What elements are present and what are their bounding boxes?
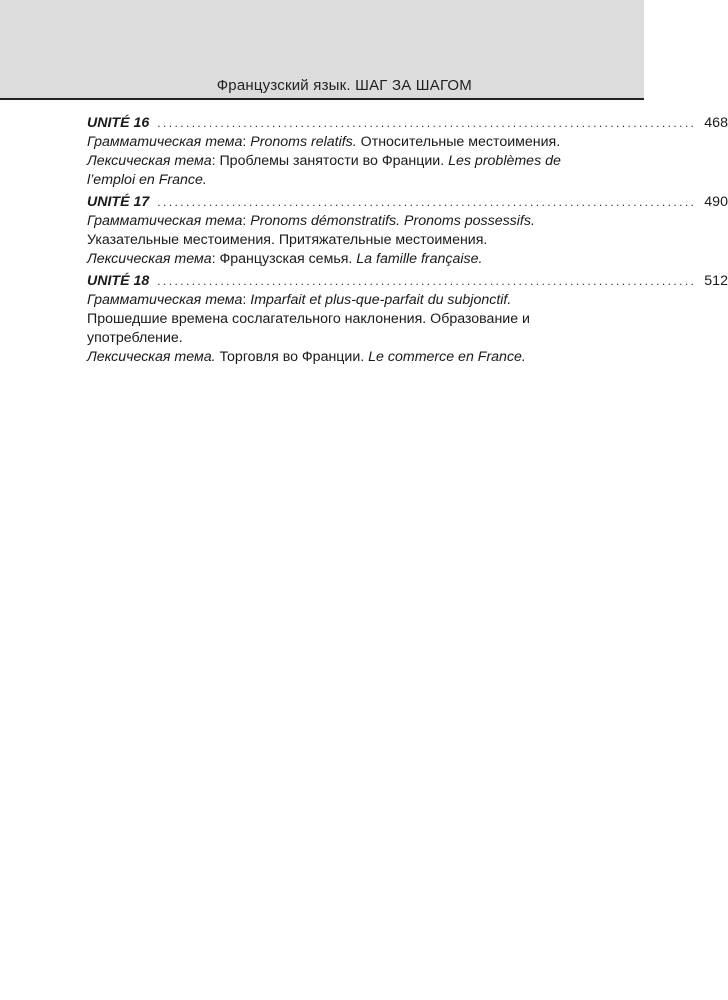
- lexical-label: Лексическая тема: [87, 153, 212, 169]
- grammar-topic-fr: Pronoms relatifs.: [250, 134, 357, 150]
- grammar-topic-ru: Указательные местоимения. Притяжательные местоимения.: [87, 232, 488, 248]
- toc-entry-unite-17[interactable]: [87, 193, 728, 269]
- toc-entry-unite-18[interactable]: [87, 272, 728, 367]
- dot-leader: ..............................................................................................: [157, 274, 697, 288]
- unit-title: UNITÉ 16: [87, 115, 150, 131]
- dot-leader: ..............................................................................................: [157, 116, 697, 130]
- dot-leader: ..............................................................................................: [157, 195, 697, 209]
- grammar-label: Грамматическая тема: [87, 213, 243, 229]
- unit-title: UNITÉ 18: [87, 273, 150, 289]
- grammar-topic-ru: Прошедшие времена сослагательного наклонения. Образование и употребление.: [87, 311, 530, 346]
- grammar-topic-ru: Относительные местоимения.: [360, 134, 561, 150]
- lexical-topic-fr: Les problèmes de l’emploi en France.: [87, 153, 561, 188]
- page-number: 512: [704, 273, 728, 289]
- running-title: Французский язык. ШАГ ЗА ШАГОМ: [216, 77, 472, 94]
- toc-entry-head: [87, 272, 728, 291]
- toc-entry-head: [87, 193, 728, 212]
- page-number: 468: [704, 115, 728, 131]
- lexical-topic-line: Лексическая тема: Проблемы занятости во Франции. Les problèmes de l’emploi en France.: [87, 153, 561, 188]
- lexical-label: Лексическая тема.: [87, 349, 216, 365]
- header-band: [0, 0, 644, 100]
- table-of-contents: [87, 114, 728, 370]
- grammar-topic-line: Грамматическая тема: Pronoms démonstratifs. Pronoms possessifs. Указательные местоимения. Притяжательные местоимения.: [87, 213, 535, 248]
- lexical-topic-line: [87, 348, 578, 367]
- lexical-label: Лексическая тема: [87, 251, 212, 267]
- lexical-topic-ru: Торговля во Франции.: [219, 349, 365, 365]
- grammar-topic-line: Грамматическая тема: Pronoms relatifs. Относительные местоимения.: [87, 134, 561, 150]
- grammar-label: Грамматическая тема: [87, 292, 243, 308]
- page-number: 490: [704, 194, 728, 210]
- grammar-topic-fr: Imparfait et plus-que-parfait du subjonctif.: [250, 292, 512, 308]
- toc-entry-head: [87, 114, 728, 133]
- toc-entry-unite-16[interactable]: [87, 114, 728, 190]
- lexical-topic-line: Лексическая тема: Французская семья. La famille française.: [87, 251, 483, 267]
- lexical-topic-ru: Проблемы занятости во Франции.: [219, 153, 445, 169]
- lexical-topic-fr: La famille française.: [356, 251, 483, 267]
- grammar-label: Грамматическая тема: [87, 134, 243, 150]
- grammar-topic-fr: Pronoms démonstratifs. Pronoms possessifs.: [250, 213, 535, 229]
- unit-title: UNITÉ 17: [87, 194, 150, 210]
- lexical-topic-ru: Французская семья.: [219, 251, 353, 267]
- grammar-topic-line: Грамматическая тема: Imparfait et plus-que-parfait du subjonctif. Прошедшие времена сослагательного наклонения. Образование и употребление.: [87, 292, 530, 346]
- lexical-topic-fr: Le commerce en France.: [368, 349, 526, 365]
